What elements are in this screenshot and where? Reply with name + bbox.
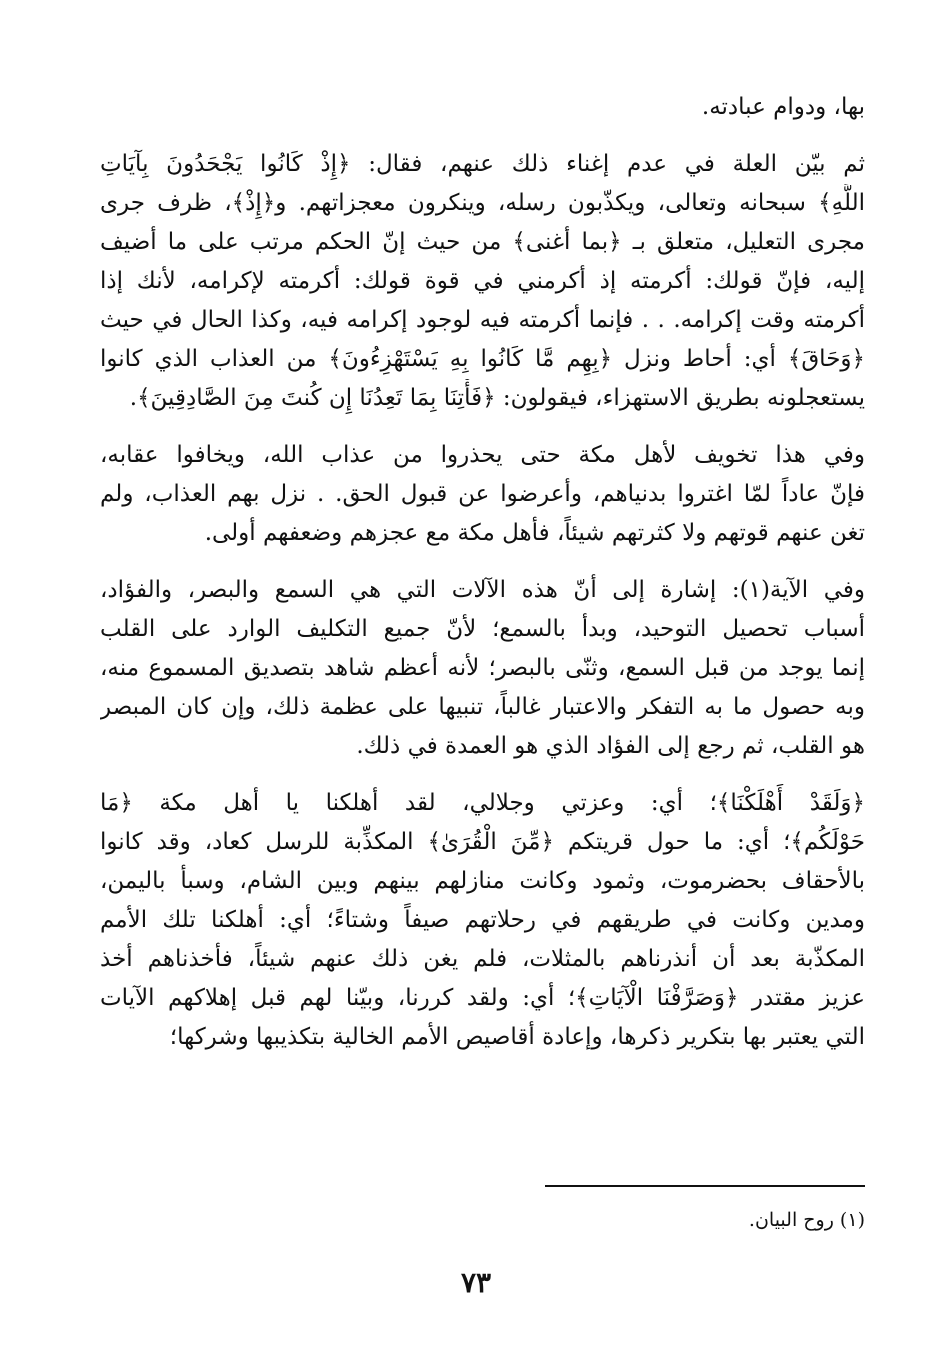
text-line: إنما يوجد من قبل السمع، وثنّى بالبصر؛ لأنه أعظم شاهد بتصديق المسموع منه،	[100, 655, 865, 681]
paragraph-gap	[100, 553, 865, 571]
text-line: ﴿وَلَقَدْ أَهْلَكْنَا﴾؛ أي: وعزتي وجلالي، لقد أهلكنا يا أهل مكة ﴿مَا	[100, 790, 865, 816]
text-line: وبه حصول ما به التفكر والاعتبار غالباً، تنبيها على عظمة ذلك، وإن كان المبصر	[100, 694, 865, 720]
paragraph-gap	[100, 418, 865, 436]
text-line: هو القلب، ثم رجع إلى الفؤاد الذي هو العمدة في ذلك.	[356, 733, 865, 759]
text-line: التي يعتبر بها بتكرير ذكرها، وإعادة أقاصيص الأمم الخالية بتكذيبها وشركها؛	[169, 1024, 865, 1050]
text-line: فإنّ عاداً لمّا اغتروا بدنياهم، وأعرضوا عن قبول الحق. . نزل بهم العذاب، ولم	[100, 481, 865, 507]
paragraph	[100, 784, 865, 1057]
text-line: أكرمته وقت إكرامه. . . فإنما أكرمته فيه لوجود إكرامه فيه، وكذا الحال في حيث	[100, 307, 865, 333]
text-line: ﴿وَحَاقَ﴾ أي: أحاط ونزل ﴿بِهِم مَّا كَانُوا بِهِ يَسْتَهْزِءُونَ﴾ من العذاب الذي كانوا	[100, 346, 865, 372]
paragraph	[100, 571, 865, 766]
text-line: بها، ودوام عبادته.	[701, 94, 865, 120]
text-line: مجرى التعليل، متعلق بـ ﴿بما أغنى﴾ من حيث إنّ الحكم مرتب على ما أضيف	[100, 229, 865, 255]
paragraph	[100, 88, 865, 127]
text-line: وفي هذا تخويف لأهل مكة حتى يحذروا من عذاب الله، ويخافوا عقابه،	[100, 442, 865, 468]
page-number: ٧٣	[460, 1266, 492, 1299]
text-line: المكذّبة بعد أن أنذرناهم بالمثلات، فلم يغن ذلك عنهم شيئاً، فأخذناهم أخذ	[100, 946, 865, 972]
footnote-separator	[545, 1185, 865, 1187]
text-line: عزيز مقتدر ﴿وَصَرَّفْنَا الْآيَاتِ﴾؛ أي: ولقد كررنا، وبيّنا لهم قبل إهلاكهم الآيات	[100, 985, 865, 1011]
text-line: تغن عنهم قوتهم ولا كثرتهم شيئاً، فأهل مكة مع عجزهم وضعفهم أولى.	[204, 520, 865, 546]
text-line: إليه، فإنّ قولك: أكرمته إذ أكرمني في قوة قولك: أكرمته لإكرامه، لأنك إذا	[100, 268, 865, 294]
text-line: يستعجلونه بطريق الاستهزاء، فيقولون: ﴿فَأْتِنَا بِمَا تَعِدُنَا إِن كُنتَ مِنَ الصَّادِقِينَ﴾.	[129, 385, 865, 411]
text-line: اللَّهِ﴾ سبحانه وتعالى، ويكذّبون رسله، وينكرون معجزاتهم. و﴿إِذْ﴾، ظرف جرى	[100, 190, 865, 216]
text-line: بالأحقاف بحضرموت، وثمود وكانت منازلهم بينهم وبين الشام، وسبأ باليمن،	[100, 868, 865, 894]
text-line: ثم بيّن العلة في عدم إغناء ذلك عنهم، فقال: ﴿إِذْ كَانُوا يَجْحَدُونَ بِآيَاتِ	[100, 151, 865, 177]
paragraph-gap	[100, 127, 865, 145]
text-line: حَوْلَكُم﴾؛ أي: ما حول قريتكم ﴿مِّنَ الْقُرَىٰ﴾ المكذِّبة للرسل كعاد، وقد كانوا	[100, 829, 865, 855]
footnote: (١) روح البيان.	[748, 1209, 865, 1231]
page-body	[100, 88, 865, 1057]
paragraph	[100, 145, 865, 418]
text-line: وفي الآية(١): إشارة إلى أنّ هذه الآلات التي هي السمع والبصر، والفؤاد،	[100, 577, 865, 603]
text-line: أسباب تحصيل التوحيد، وبدأ بالسمع؛ لأنّ جميع التكليف الوارد على القلب	[100, 616, 865, 642]
paragraph-gap	[100, 766, 865, 784]
text-line: ومدين وكانت في طريقهم في رحلاتهم صيفاً وشتاءً؛ أي: أهلكنا تلك الأمم	[100, 907, 865, 933]
paragraph	[100, 436, 865, 553]
